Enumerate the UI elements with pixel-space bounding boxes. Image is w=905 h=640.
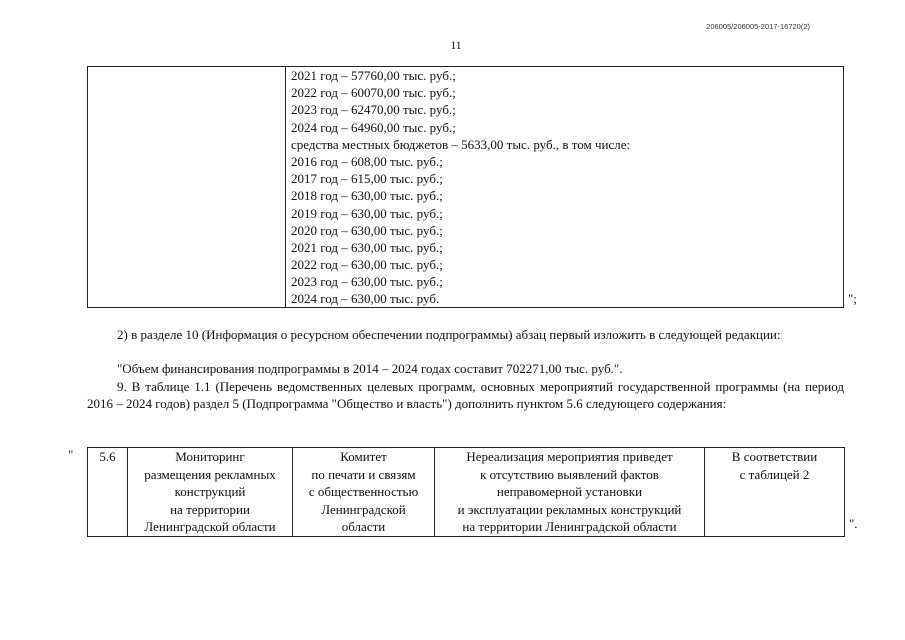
closing-quote-mark: ". [849,516,858,531]
consequence-text: к отсутствию выявлений фактов [480,466,659,482]
consequence-text: неправомерной установки [496,484,643,499]
link-text: с таблицей 2 [739,466,810,482]
funding-table-fragment [87,66,844,308]
executor-cell [293,448,435,537]
event-cell [128,448,293,537]
executor-text: Ленинградской [321,501,406,517]
event-text: на территории [170,501,250,517]
funding-line: 2021 год – 630,00 тыс. руб.; [291,239,443,255]
event-text: размещения рекламных [144,466,276,482]
executor-text: по печати и связям [311,466,416,482]
opening-quote-mark: " [68,447,74,462]
funding-line: 2020 год – 630,00 тыс. руб.; [291,222,443,238]
funding-line: 2018 год – 630,00 тыс. руб.; [291,188,443,204]
event-text: Ленинградской области [144,519,276,534]
page-number: 11 [450,40,462,52]
funding-line: 2022 год – 60070,00 тыс. руб.; [291,85,456,101]
executor-text: с общественностью [308,484,419,499]
closing-quote-mark: "; [848,291,857,306]
paragraph-table-1-1: 9. В таблице 1.1 (Перечень ведомственных целевых программ, основных мероприятий государственной программы (на период 2016 – 2024 годов) раздел 5 (Подпрограмма "Общество и власть") дополнить пунктом 5.6 следующего содержания: [87,379,844,411]
consequence-text: и эксплуатации рекламных конструкций [457,501,682,517]
funding-line: 2016 год – 608,00 тыс. руб.; [291,153,443,169]
funding-line: 2023 год – 62470,00 тыс. руб.; [291,102,456,118]
consequence-text: Нереализация мероприятия приведет [466,449,673,464]
added-row-table [87,447,845,537]
funding-line: 2023 год – 630,00 тыс. руб.; [291,274,443,290]
event-text: Мониторинг [175,449,245,464]
executor-text: Комитет [340,449,387,464]
event-text: конструкций [174,484,246,499]
funding-line: 2017 год – 615,00 тыс. руб.; [291,171,443,187]
link-text: В соответствии [731,449,818,464]
item-number-cell [88,448,128,537]
paragraph-section-10: 2) в разделе 10 (Информация о ресурсном обеспечении подпрограммы) абзац первый изложить в следующей редакции: [117,327,781,342]
table-column-divider [285,67,286,307]
executor-text: области [341,519,386,534]
item-number: 5.6 [99,449,116,464]
consequence-cell [435,448,705,537]
table-row [88,448,845,537]
funding-lines [291,67,837,308]
funding-line: средства местных бюджетов – 5633,00 тыс. руб., в том числе: [291,136,631,152]
funding-line: 2024 год – 630,00 тыс. руб. [291,291,440,307]
funding-line: 2022 год – 630,00 тыс. руб.; [291,257,443,273]
funding-line: 2024 год – 64960,00 тыс. руб.; [291,119,456,135]
funding-line: 2021 год – 57760,00 тыс. руб.; [291,68,456,83]
consequence-text: на территории Ленинградской области [462,519,677,534]
paragraph-financing-volume: "Объем финансирования подпрограммы в 2014 – 2024 годах составит 702271,00 тыс. руб.". [117,361,623,376]
funding-line: 2019 год – 630,00 тыс. руб.; [291,205,443,221]
document-id: 206005/206005-2017-16720(2) [706,22,810,31]
link-cell [705,448,845,537]
